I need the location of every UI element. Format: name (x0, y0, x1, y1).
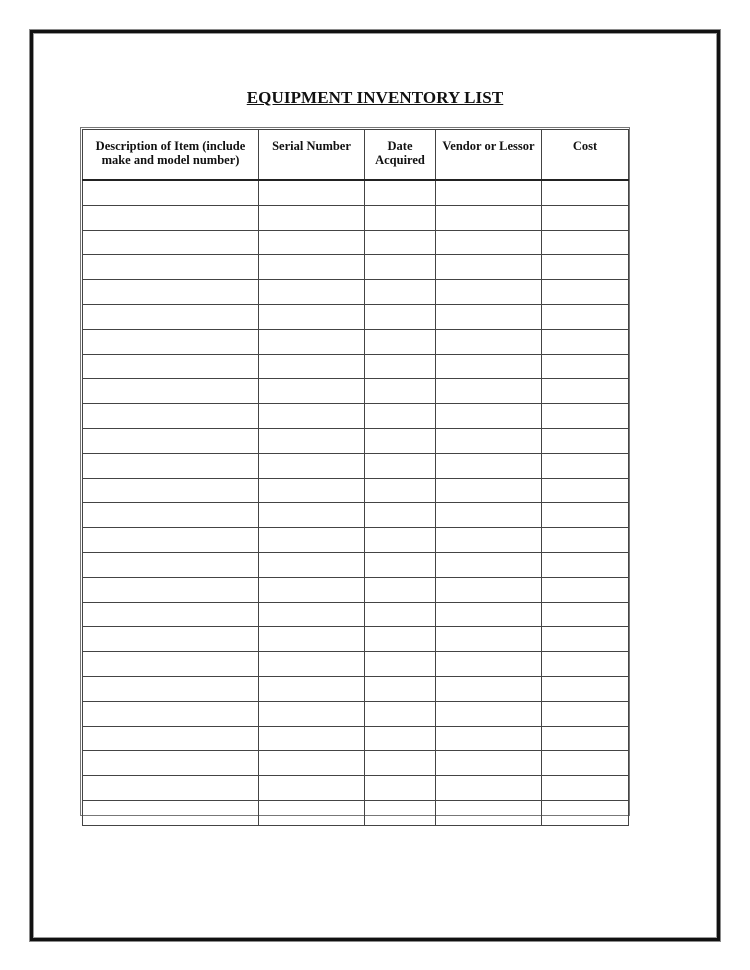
cell-serial-number[interactable] (259, 354, 365, 379)
cell-cost[interactable] (542, 329, 629, 354)
cell-date-acquired[interactable] (365, 280, 436, 305)
cell-vendor[interactable] (436, 379, 542, 404)
cell-date-acquired[interactable] (365, 800, 436, 825)
table-row (83, 205, 629, 230)
cell-date-acquired[interactable] (365, 652, 436, 677)
cell-cost[interactable] (542, 280, 629, 305)
table-row (83, 230, 629, 255)
table-row (83, 602, 629, 627)
cell-date-acquired[interactable] (365, 751, 436, 776)
cell-cost[interactable] (542, 478, 629, 503)
cell-vendor[interactable] (436, 404, 542, 429)
cell-cost[interactable] (542, 205, 629, 230)
cell-date-acquired[interactable] (365, 627, 436, 652)
cell-date-acquired[interactable] (365, 577, 436, 602)
cell-description[interactable] (83, 280, 259, 305)
cell-cost[interactable] (542, 255, 629, 280)
cell-description[interactable] (83, 379, 259, 404)
cell-description[interactable] (83, 751, 259, 776)
cell-serial-number[interactable] (259, 652, 365, 677)
cell-description[interactable] (83, 676, 259, 701)
cell-date-acquired[interactable] (365, 205, 436, 230)
cell-vendor[interactable] (436, 255, 542, 280)
cell-serial-number[interactable] (259, 776, 365, 801)
cell-serial-number[interactable] (259, 726, 365, 751)
cell-serial-number[interactable] (259, 255, 365, 280)
cell-description[interactable] (83, 205, 259, 230)
cell-date-acquired[interactable] (365, 478, 436, 503)
cell-cost[interactable] (542, 230, 629, 255)
cell-date-acquired[interactable] (365, 304, 436, 329)
table-row (83, 379, 629, 404)
cell-serial-number[interactable] (259, 329, 365, 354)
cell-vendor[interactable] (436, 205, 542, 230)
cell-vendor[interactable] (436, 652, 542, 677)
cell-serial-number[interactable] (259, 304, 365, 329)
cell-date-acquired[interactable] (365, 602, 436, 627)
cell-serial-number[interactable] (259, 180, 365, 205)
cell-vendor[interactable] (436, 751, 542, 776)
cell-cost[interactable] (542, 528, 629, 553)
cell-vendor[interactable] (436, 230, 542, 255)
cell-description[interactable] (83, 652, 259, 677)
cell-description[interactable] (83, 726, 259, 751)
cell-vendor[interactable] (436, 453, 542, 478)
cell-date-acquired[interactable] (365, 180, 436, 205)
cell-description[interactable] (83, 354, 259, 379)
table-row (83, 800, 629, 825)
cell-vendor[interactable] (436, 676, 542, 701)
column-header-description: Description of Item (include make and model number) (83, 130, 259, 181)
cell-vendor[interactable] (436, 602, 542, 627)
cell-serial-number[interactable] (259, 528, 365, 553)
cell-serial-number[interactable] (259, 503, 365, 528)
table-row (83, 478, 629, 503)
cell-description[interactable] (83, 602, 259, 627)
cell-cost[interactable] (542, 552, 629, 577)
cell-serial-number[interactable] (259, 428, 365, 453)
cell-serial-number[interactable] (259, 577, 365, 602)
cell-vendor[interactable] (436, 428, 542, 453)
cell-serial-number[interactable] (259, 676, 365, 701)
table-row (83, 180, 629, 205)
cell-cost[interactable] (542, 503, 629, 528)
document-title: EQUIPMENT INVENTORY LIST (246, 88, 504, 107)
table-row (83, 552, 629, 577)
column-header-cost: Cost (542, 130, 629, 181)
cell-cost[interactable] (542, 652, 629, 677)
cell-date-acquired[interactable] (365, 230, 436, 255)
cell-serial-number[interactable] (259, 205, 365, 230)
cell-description[interactable] (83, 503, 259, 528)
table-row (83, 255, 629, 280)
cell-date-acquired[interactable] (365, 354, 436, 379)
cell-vendor[interactable] (436, 478, 542, 503)
cell-serial-number[interactable] (259, 453, 365, 478)
cell-vendor[interactable] (436, 329, 542, 354)
cell-vendor[interactable] (436, 503, 542, 528)
cell-date-acquired[interactable] (365, 552, 436, 577)
cell-vendor[interactable] (436, 180, 542, 205)
cell-vendor[interactable] (436, 280, 542, 305)
cell-vendor[interactable] (436, 552, 542, 577)
cell-cost[interactable] (542, 304, 629, 329)
cell-vendor[interactable] (436, 528, 542, 553)
table-row (83, 453, 629, 478)
inventory-table-container (80, 127, 630, 816)
cell-description[interactable] (83, 577, 259, 602)
cell-serial-number[interactable] (259, 627, 365, 652)
cell-description[interactable] (83, 404, 259, 429)
table-row (83, 676, 629, 701)
table-row (83, 329, 629, 354)
cell-description[interactable] (83, 800, 259, 825)
table-row (83, 428, 629, 453)
cell-serial-number[interactable] (259, 800, 365, 825)
table-body (83, 180, 629, 825)
cell-cost[interactable] (542, 726, 629, 751)
cell-date-acquired[interactable] (365, 329, 436, 354)
cell-date-acquired[interactable] (365, 676, 436, 701)
table-row (83, 776, 629, 801)
table-row (83, 280, 629, 305)
cell-vendor[interactable] (436, 800, 542, 825)
cell-cost[interactable] (542, 701, 629, 726)
cell-serial-number[interactable] (259, 478, 365, 503)
cell-serial-number[interactable] (259, 751, 365, 776)
cell-cost[interactable] (542, 602, 629, 627)
table-row (83, 577, 629, 602)
cell-cost[interactable] (542, 577, 629, 602)
cell-date-acquired[interactable] (365, 503, 436, 528)
table-row (83, 701, 629, 726)
table-row (83, 627, 629, 652)
cell-cost[interactable] (542, 180, 629, 205)
cell-serial-number[interactable] (259, 404, 365, 429)
cell-serial-number[interactable] (259, 602, 365, 627)
cell-vendor[interactable] (436, 354, 542, 379)
cell-serial-number[interactable] (259, 552, 365, 577)
cell-description[interactable] (83, 528, 259, 553)
cell-cost[interactable] (542, 379, 629, 404)
cell-date-acquired[interactable] (365, 428, 436, 453)
cell-description[interactable] (83, 428, 259, 453)
column-header-date-acquired: Date Acquired (365, 130, 436, 181)
cell-description[interactable] (83, 230, 259, 255)
cell-description[interactable] (83, 255, 259, 280)
cell-cost[interactable] (542, 627, 629, 652)
cell-date-acquired[interactable] (365, 404, 436, 429)
cell-description[interactable] (83, 478, 259, 503)
cell-description[interactable] (83, 180, 259, 205)
cell-cost[interactable] (542, 404, 629, 429)
table-row (83, 652, 629, 677)
cell-cost[interactable] (542, 751, 629, 776)
cell-vendor[interactable] (436, 726, 542, 751)
cell-vendor[interactable] (436, 577, 542, 602)
cell-date-acquired[interactable] (365, 255, 436, 280)
table-row (83, 528, 629, 553)
table-header-row (83, 130, 629, 181)
table-row (83, 304, 629, 329)
cell-vendor[interactable] (436, 304, 542, 329)
cell-description[interactable] (83, 304, 259, 329)
cell-cost[interactable] (542, 428, 629, 453)
cell-date-acquired[interactable] (365, 726, 436, 751)
table-row (83, 354, 629, 379)
cell-date-acquired[interactable] (365, 528, 436, 553)
cell-description[interactable] (83, 701, 259, 726)
cell-date-acquired[interactable] (365, 701, 436, 726)
cell-vendor[interactable] (436, 627, 542, 652)
cell-serial-number[interactable] (259, 280, 365, 305)
cell-description[interactable] (83, 627, 259, 652)
cell-description[interactable] (83, 453, 259, 478)
cell-cost[interactable] (542, 354, 629, 379)
inventory-table (82, 129, 629, 826)
cell-serial-number[interactable] (259, 701, 365, 726)
cell-cost[interactable] (542, 800, 629, 825)
cell-description[interactable] (83, 329, 259, 354)
cell-cost[interactable] (542, 453, 629, 478)
cell-cost[interactable] (542, 676, 629, 701)
cell-date-acquired[interactable] (365, 776, 436, 801)
cell-date-acquired[interactable] (365, 379, 436, 404)
cell-cost[interactable] (542, 776, 629, 801)
cell-serial-number[interactable] (259, 230, 365, 255)
column-header-serial-number: Serial Number (259, 130, 365, 181)
table-row (83, 404, 629, 429)
table-row (83, 751, 629, 776)
table-row (83, 503, 629, 528)
cell-vendor[interactable] (436, 701, 542, 726)
table-row (83, 726, 629, 751)
cell-serial-number[interactable] (259, 379, 365, 404)
cell-vendor[interactable] (436, 776, 542, 801)
column-header-vendor: Vendor or Lessor (436, 130, 542, 181)
cell-description[interactable] (83, 552, 259, 577)
cell-date-acquired[interactable] (365, 453, 436, 478)
cell-description[interactable] (83, 776, 259, 801)
